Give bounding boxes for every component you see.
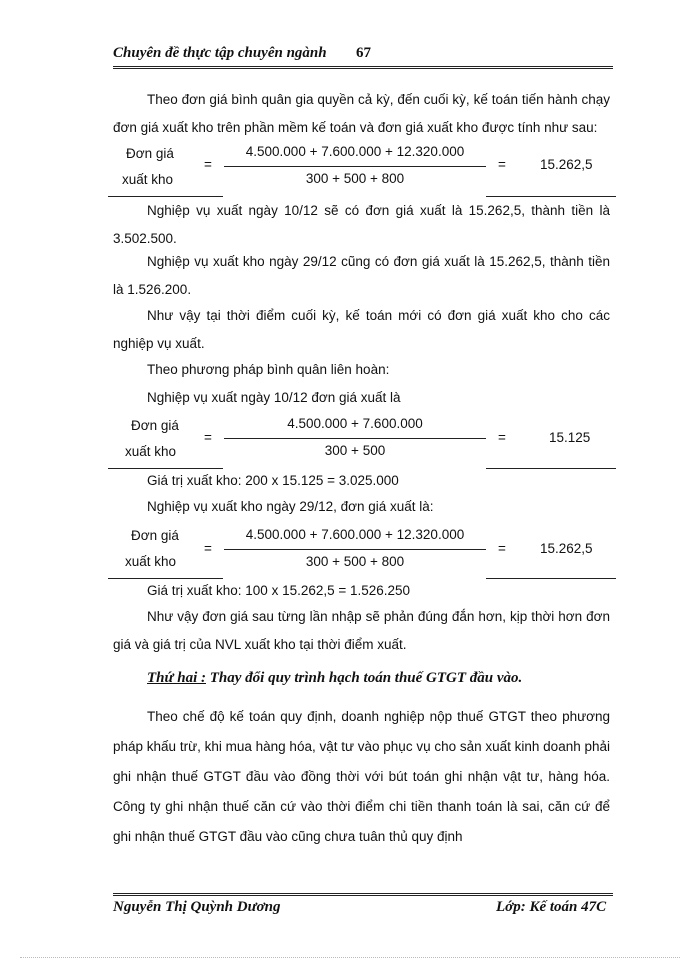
formula-2-fraction-bar: [224, 438, 486, 439]
formula-3-result: 15.262,5: [540, 541, 593, 556]
formula-2-numerator: 4.500.000 + 7.600.000: [287, 416, 423, 431]
formula-2-label-top: Đơn giá: [131, 418, 179, 433]
value-line-2: Giá trị xuất kho: 100 x 15.262,5 = 1.526.250: [147, 583, 411, 598]
lh-title: Theo phương pháp bình quân liên hoàn:: [147, 362, 390, 377]
formula-3-fraction-bar: [224, 549, 486, 550]
lh-op-1: Nghiệp vụ xuất ngày 10/12 đơn giá xuất là: [147, 390, 401, 405]
value-line-1: Giá trị xuất kho: 200 x 15.125 = 3.025.000: [147, 473, 399, 488]
formula-2-result: 15.125: [549, 430, 591, 445]
formula-3-underline-left: [108, 578, 223, 579]
section-label: Thứ hai :: [147, 670, 206, 686]
footer-author: Nguyễn Thị Quỳnh Dương: [113, 899, 281, 915]
formula-3-denominator: 300 + 500 + 800: [305, 554, 405, 569]
formula-2-label-bottom: xuất kho: [125, 444, 177, 459]
formula-2-underline-right: [486, 468, 616, 469]
lh-op-2: Nghiệp vụ xuất kho ngày 29/12, đơn giá xuất là:: [147, 499, 434, 514]
formula-3-label-top: Đơn giá: [131, 528, 179, 543]
intro-paragraph: Theo đơn giá bình quân gia quyền cả kỳ, đến cuối kỳ, kế toán tiến hành chạy đơn giá xuất kho trên phần mềm kế toán và đơn giá xuất kho được tính như sau:: [113, 92, 610, 135]
header-rule: [113, 66, 613, 69]
page-number: 67: [356, 45, 371, 61]
paragraph-ops-3: Như vậy tại thời điểm cuối kỳ, kế toán mới có đơn giá xuất kho cho các nghiệp vụ xuất.: [113, 308, 610, 351]
formula-2-denominator: 300 + 500: [324, 443, 386, 458]
formula-3-label-bottom: xuất kho: [125, 554, 177, 569]
formula-1-equals-2: =: [498, 157, 506, 172]
formula-2-equals-2: =: [498, 430, 506, 445]
formula-2-underline-left: [108, 468, 223, 469]
footer-class: Lớp: Kế toán 47C: [496, 899, 607, 915]
formula-1-denominator: 300 + 500 + 800: [305, 171, 405, 186]
formula-3-underline-right: [486, 578, 616, 579]
footer-rule: [113, 893, 613, 896]
formula-1-numerator: 4.500.000 + 7.600.000 + 12.320.000: [245, 144, 465, 159]
formula-1-fraction-bar: [224, 166, 486, 167]
formula-3-numerator: 4.500.000 + 7.600.000 + 12.320.000: [245, 527, 465, 542]
header-title: Chuyên đề thực tập chuyên ngành: [113, 45, 327, 61]
formula-1-result: 15.262,5: [540, 157, 593, 172]
formula-3-equals-2: =: [498, 541, 506, 556]
paragraph-conclusion: Như vậy đơn giá sau từng lần nhập sẽ phản đúng đắn hơn, kịp thời hơn đơn giá và giá trị của NVL xuất kho tại thời điểm xuất.: [113, 609, 610, 652]
formula-1-label-top: Đơn giá: [126, 146, 174, 161]
section-title: Thay đổi quy trình hạch toán thuế GTGT đầu vào.: [206, 670, 523, 686]
paragraph-ops-2: Nghiệp vụ xuất kho ngày 29/12 cũng có đơn giá xuất là 15.262,5, thành tiền là 1.526.200.: [113, 254, 610, 297]
formula-2-equals: =: [204, 430, 212, 445]
formula-1-label-bottom: xuất kho: [122, 172, 174, 187]
section-heading: [147, 670, 522, 687]
page-bottom-border: [20, 957, 680, 958]
formula-1-equals: =: [204, 157, 212, 172]
paragraph-section: Theo chế độ kế toán quy định, doanh nghiệp nộp thuế GTGT theo phương pháp khấu trừ, khi mua hàng hóa, vật tư vào phục vụ cho sản xuất kinh doanh phải ghi nhận thuế GTGT đầu vào đồng thời với bút toán ghi nhận vật tư, hàng hóa. Công ty ghi nhận thuế căn cứ vào thời điểm chi tiền thanh toán là sai, căn cứ để ghi nhận thuế GTGT đầu vào cũng chưa tuân thủ quy định: [113, 709, 610, 844]
formula-3-equals: =: [204, 541, 212, 556]
paragraph-ops-1: Nghiệp vụ xuất ngày 10/12 sẽ có đơn giá xuất là 15.262,5, thành tiền là 3.502.500.: [113, 203, 610, 246]
